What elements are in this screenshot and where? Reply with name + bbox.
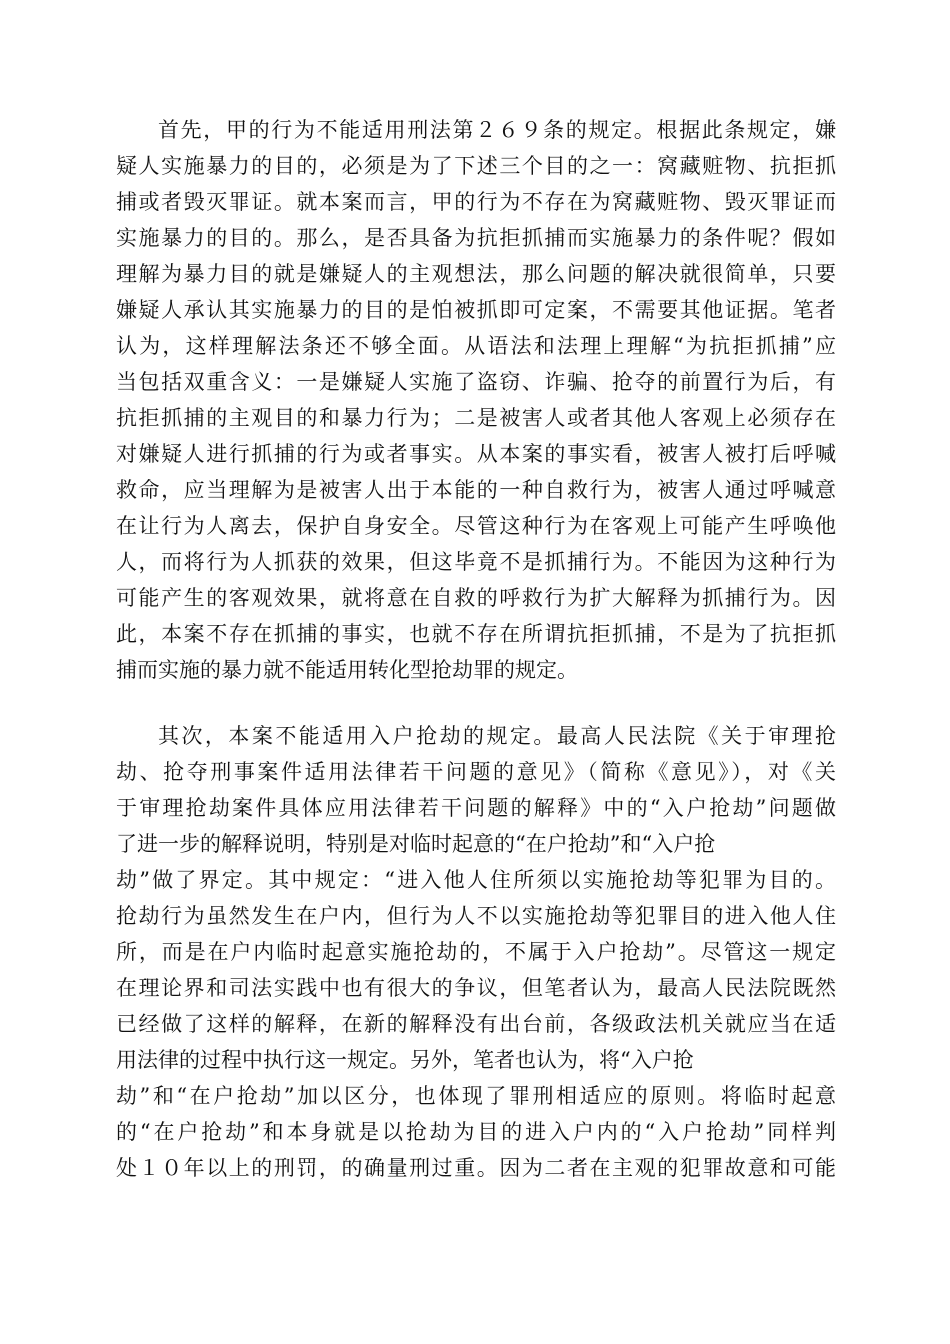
- text-line: 对嫌疑人进行抓捕的行为或者事实。从本案的事实看，被害人被打后呼喊: [116, 442, 836, 466]
- text-line: 劫”做了界定。其中规定：“进入他人住所须以实施抢劫等犯罪为目的。: [116, 868, 836, 892]
- text-line: 嫌疑人承认其实施暴力的目的是怕被抓即可定案，不需要其他证据。笔者: [116, 298, 836, 322]
- text-line: 处１０年以上的刑罚，的确量刑过重。因为二者在主观的犯罪故意和可能: [116, 1156, 836, 1180]
- text-line: 了进一步的解释说明，特别是对临时起意的“在户抢劫”和“入户抢: [116, 832, 716, 856]
- text-line: 抢劫行为虽然发生在户内，但行为人不以实施抢劫等犯罪目的进入他人住: [116, 904, 836, 928]
- text-line: 疑人实施暴力的目的，必须是为了下述三个目的之一：窝藏赃物、抗拒抓: [116, 154, 836, 178]
- text-line: 捕或者毁灭罪证。就本案而言，甲的行为不存在为窝藏赃物、毁灭罪证而: [116, 190, 836, 214]
- text-line: 劫”和“在户抢劫”加以区分，也体现了罪刑相适应的原则。将临时起意: [116, 1084, 836, 1108]
- text-line: 救命，应当理解为是被害人出于本能的一种自救行为，被害人通过呼喊意: [116, 478, 836, 502]
- paragraph-1: [116, 112, 836, 688]
- text-line: 可能产生的客观效果，就将意在自救的呼救行为扩大解释为抓捕行为。因: [116, 586, 836, 610]
- text-line: 理解为暴力目的就是嫌疑人的主观想法，那么问题的解决就很简单，只要: [116, 262, 836, 286]
- text-line: 于审理抢劫案件具体应用法律若干问题的解释》中的“入户抢劫”问题做: [116, 796, 836, 820]
- text-line: 的“在户抢劫”和本身就是以抢劫为目的进入户内的“入户抢劫”同样判: [116, 1120, 836, 1144]
- text-line: 其次，本案不能适用入户抢劫的规定。最高人民法院《关于审理抢: [158, 724, 836, 748]
- text-line: 人，而将行为人抓获的效果，但这毕竟不是抓捕行为。不能因为这种行为: [116, 550, 836, 574]
- text-line: 劫、抢夺刑事案件适用法律若干问题的意见》（简称《意见》），对《关: [116, 760, 836, 784]
- text-line: 用法律的过程中执行这一规定。另外，笔者也认为，将“入户抢: [116, 1048, 694, 1072]
- text-line: 在让行为人离去，保护自身安全。尽管这种行为在客观上可能产生呼唤他: [116, 514, 836, 538]
- paragraph-2: [116, 718, 836, 1186]
- text-line: 认为，这样理解法条还不够全面。从语法和法理上理解“为抗拒抓捕”应: [116, 334, 836, 358]
- text-line: 抗拒抓捕的主观目的和暴力行为；二是被害人或者其他人客观上必须存在: [116, 406, 836, 430]
- text-line: 实施暴力的目的。那么，是否具备为抗拒抓捕而实施暴力的条件呢？假如: [116, 226, 836, 250]
- text-line: 此，本案不存在抓捕的事实，也就不存在所谓抗拒抓捕，不是为了抗拒抓: [116, 622, 836, 646]
- text-line: 在理论界和司法实践中也有很大的争议，但笔者认为，最高人民法院既然: [116, 976, 836, 1000]
- text-line: 当包括双重含义：一是嫌疑人实施了盗窃、诈骗、抢夺的前置行为后，有: [116, 370, 836, 394]
- text-line: 首先，甲的行为不能适用刑法第２６９条的规定。根据此条规定，嫌: [158, 118, 836, 142]
- document-body: [116, 112, 836, 1186]
- text-line: 所，而是在户内临时起意实施抢劫的，不属于入户抢劫”。尽管这一规定: [116, 940, 836, 964]
- text-line: 捕而实施的暴力就不能适用转化型抢劫罪的规定。: [116, 658, 578, 682]
- text-line: 已经做了这样的解释，在新的解释没有出台前，各级政法机关就应当在适: [116, 1012, 836, 1036]
